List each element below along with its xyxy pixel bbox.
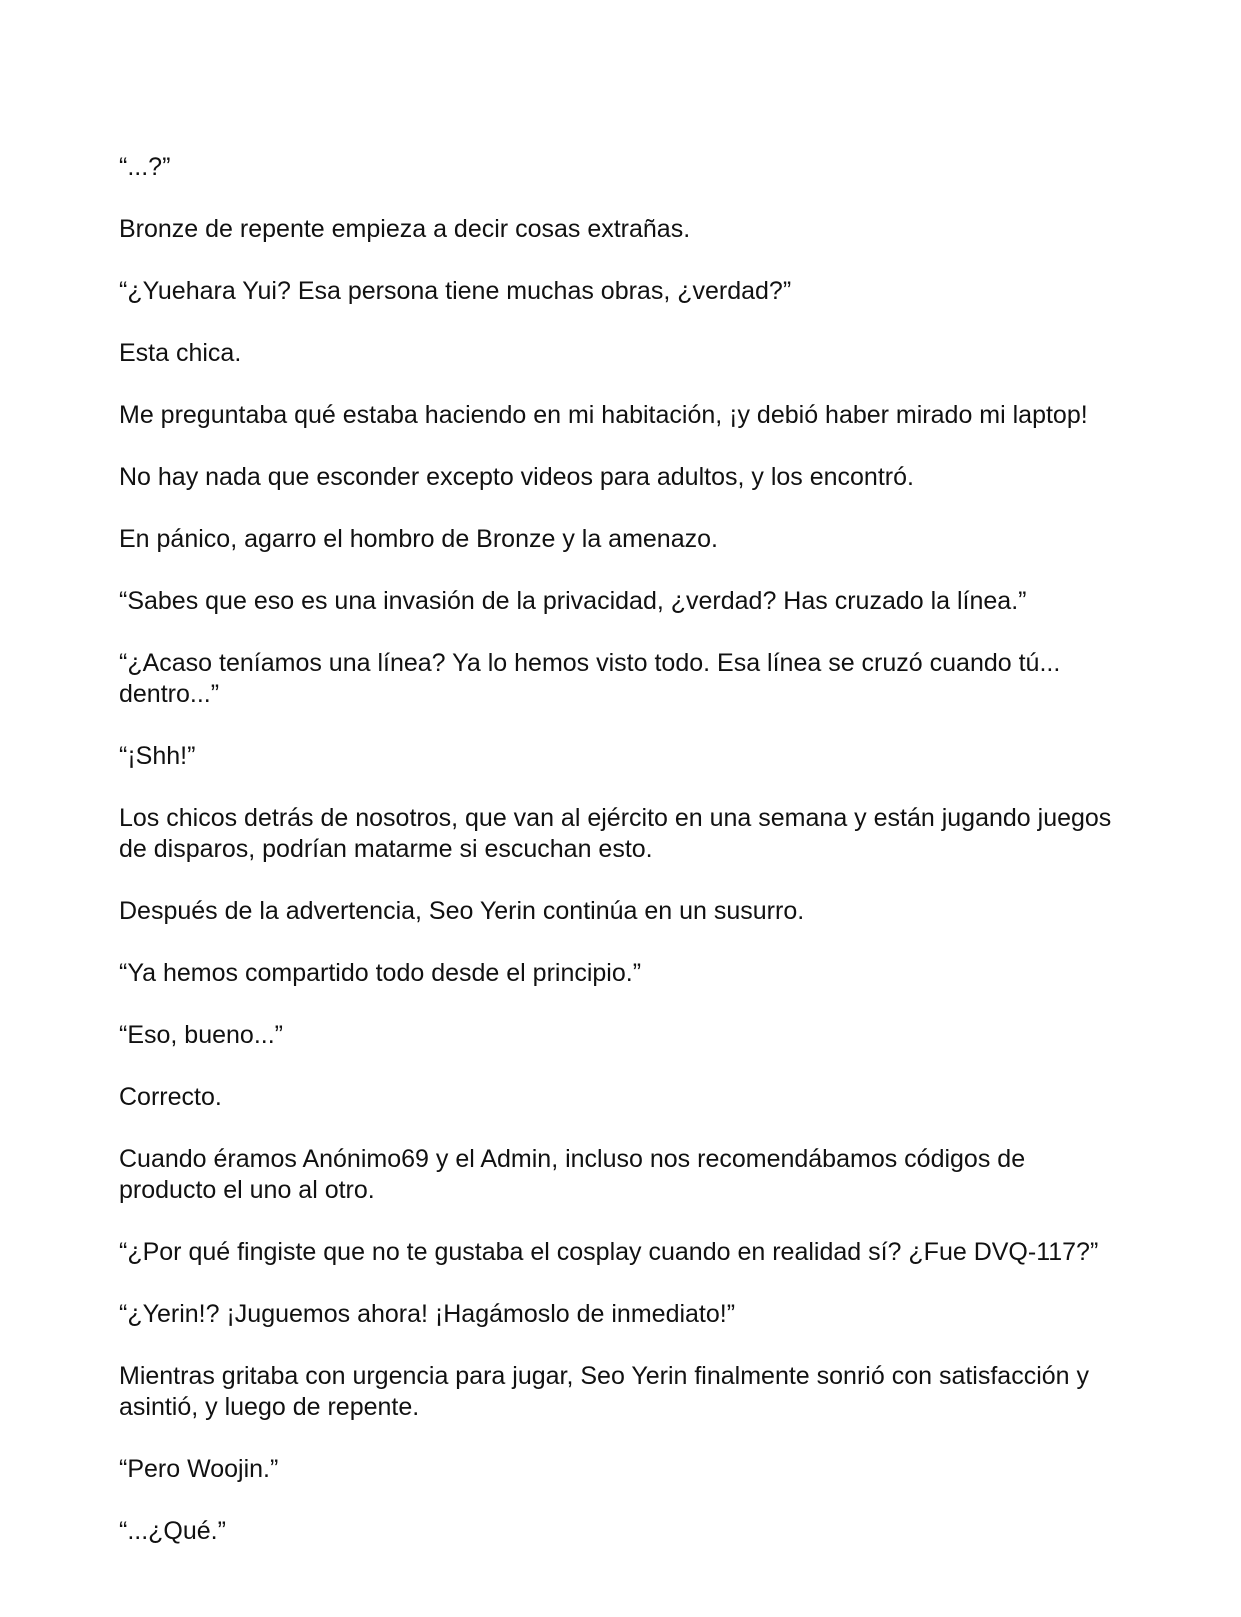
paragraph: Esta chica. <box>119 339 242 367</box>
paragraph: “¡Shh!” <box>119 742 196 770</box>
paragraph: Mientras gritaba con urgencia para jugar, Seo Yerin finalmente sonrió con satisfacción y asintió, y luego de repente. <box>119 1362 1090 1421</box>
paragraph: Bronze de repente empieza a decir cosas extrañas. <box>119 215 691 243</box>
paragraph: Los chicos detrás de nosotros, que van al ejército en una semana y están jugando juegos de disparos, podrían matarme si escuchan esto. <box>119 804 1112 863</box>
paragraph: “¿Acaso teníamos una línea? Ya lo hemos visto todo. Esa línea se cruzó cuando tú... dentro...” <box>119 649 1061 708</box>
paragraph: “Ya hemos compartido todo desde el principio.” <box>119 959 642 987</box>
paragraph: En pánico, agarro el hombro de Bronze y la amenazo. <box>119 525 718 553</box>
paragraph: “...?” <box>119 153 171 181</box>
paragraph: “Pero Woojin.” <box>119 1455 279 1483</box>
paragraph: “¿Por qué fingiste que no te gustaba el cosplay cuando en realidad sí? ¿Fue DVQ-117?” <box>119 1238 1099 1266</box>
paragraph: “Sabes que eso es una invasión de la privacidad, ¿verdad? Has cruzado la línea.” <box>119 587 1027 615</box>
document-text <box>119 152 1129 1578</box>
paragraph: No hay nada que esconder excepto videos para adultos, y los encontró. <box>119 463 914 491</box>
paragraph: Correcto. <box>119 1083 222 1111</box>
paragraph: Después de la advertencia, Seo Yerin continúa en un susurro. <box>119 897 805 925</box>
paragraph: Me preguntaba qué estaba haciendo en mi habitación, ¡y debió haber mirado mi laptop! <box>119 401 1088 429</box>
paragraph: “...¿Qué.” <box>119 1517 226 1545</box>
paragraph: “Eso, bueno...” <box>119 1021 283 1049</box>
paragraph: Cuando éramos Anónimo69 y el Admin, incluso nos recomendábamos códigos de producto el uno al otro. <box>119 1145 1026 1204</box>
paragraph: “¿Yerin!? ¡Juguemos ahora! ¡Hagámoslo de inmediato!” <box>119 1300 736 1328</box>
paragraph: “¿Yuehara Yui? Esa persona tiene muchas obras, ¿verdad?” <box>119 277 792 305</box>
